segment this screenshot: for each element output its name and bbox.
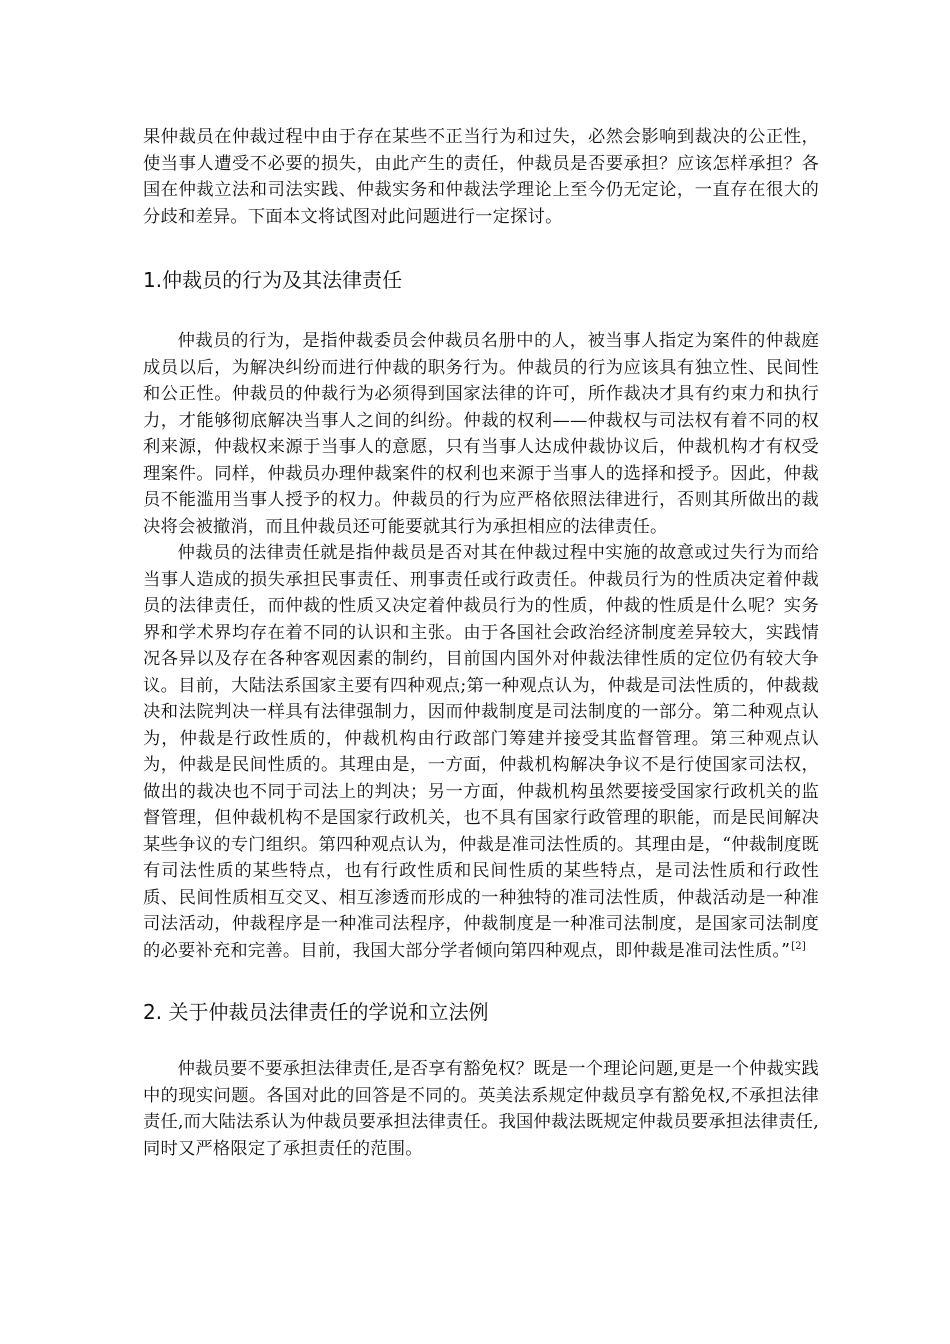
intro-paragraph: 果仲裁员在仲裁过程中由于存在某些不正当行为和过失，必然会影响到裁决的公正性，使当事人遭受不必要的损失，由此产生的责任，仲裁员是否要承担？应该怎样承担？各国在仲裁立法和司法实践、仲裁实务和仲裁法学理论上至今仍无定论，一直存在很大的分歧和差异。下面本文将试图对此问题进行一定探讨。 [143, 127, 819, 227]
section-1-paragraph-1: 仲裁员的行为，是指仲裁委员会仲裁员名册中的人，被当事人指定为案件的仲裁庭成员以后，为解决纠纷而进行仲裁的职务行为。仲裁员的行为应该具有独立性、民间性和公正性。仲裁员的仲裁行为必须得到国家法律的许可，所作裁决才具有约束力和执行力，才能够彻底解决当事人之间的纠纷。仲裁的权利——仲裁权与司法权有着不同的权利来源，仲裁权来源于当事人的意愿，只有当事人达成仲裁协议后，仲裁机构才有权受理案件。同样，仲裁员办理仲裁案件的权利也来源于当事人的选择和授予。因此，仲裁员不能滥用当事人授予的权力。仲裁员的行为应严格依照法律进行，否则其所做出的裁决将会被撤消，而且仲裁员还可能要就其行为承担相应的法律责任。 [143, 331, 819, 537]
section-2-heading: 2. 关于仲裁员法律责任的学说和立法例 [143, 1000, 489, 1024]
section-1-paragraph-2-text: 仲裁员的法律责任就是指仲裁员是否对其在仲裁过程中实施的故意或过失行为而给当事人造成的损失承担民事责任、刑事责任或行政责任。仲裁员行为的性质决定着仲裁员的法律责任，而仲裁的性质又决定着仲裁员行为的性质，仲裁的性质是什么呢？实务界和学术界均存在着不同的认识和主张。由于各国社会政治经济制度差异较大，实践情况各异以及存在各种客观因素的制约，目前国内国外对仲裁法律性质的定位仍有较大争议。目前，大陆法系国家主要有四种观点;第一种观点认为，仲裁是司法性质的，仲裁裁决和法院判决一样具有法律强制力，因而仲裁制度是司法制度的一部分。第二种观点认为，仲裁是行政性质的，仲裁机构由行政部门筹建并接受其监督管理。第三种观点认为，仲裁是民间性质的。其理由是，一方面，仲裁机构解决争议不是行使国家司法权，做出的裁决也不同于司法上的判决；另一方面，仲裁机构虽然要接受国家行政机关的监督管理，但仲裁机构不是国家行政机关，也不具有国家行政管理的职能，而是民间解决某些争议的专门组织。第四种观点认为，仲裁是准司法性质的。其理由是，“仲裁制度既有司法性质的某些特点，也有行政性质和民间性质的某些特点，是司法性质和行政性质、民间性质相互交叉、相互渗透而形成的一种独特的准司法性质，仲裁活动是一种准司法活动，仲裁程序是一种准司法程序，仲裁制度是一种准司法制度，是国家司法制度的必要补充和完善。目前，我国大部分学者倾向第四种观点，即仲裁是准司法性质。” [143, 543, 819, 961]
document-page [143, 124, 819, 1162]
section-1-heading: 1.仲裁员的行为及其法律责任 [143, 268, 403, 292]
section-2-paragraph-1: 仲裁员要不要承担法律责任,是否享有豁免权？既是一个理论问题,更是一个仲裁实践中的现实问题。各国对此的回答是不同的。英美法系规定仲裁员享有豁免权,不承担法律责任,而大陆法系认为仲裁员要承担法律责任。我国仲裁法既规定仲裁员要承担法律责任,同时又严格限定了承担责任的范围。 [143, 1059, 819, 1159]
citation-reference: [2] [791, 940, 806, 952]
section-1-paragraph-2 [143, 540, 819, 964]
